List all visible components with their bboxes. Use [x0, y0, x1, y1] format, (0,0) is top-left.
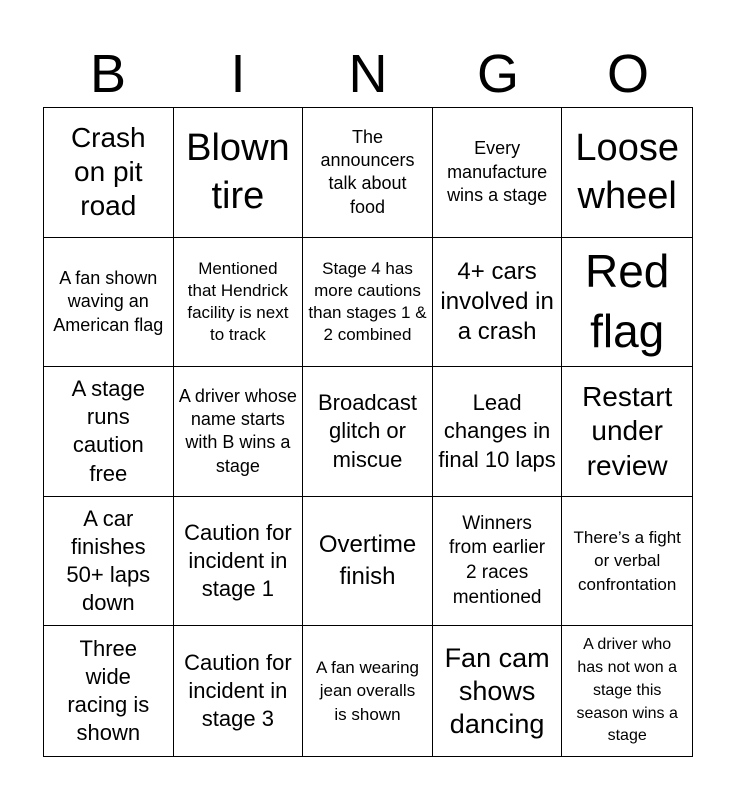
cell-text: Overtime finish [318, 530, 417, 591]
cell-text: Every manufacture wins a stage [447, 138, 548, 205]
cell-text: Crash on pit road [70, 122, 146, 222]
cell-text: A driver who has not won a stage this season wins a stage [576, 636, 678, 745]
cell-text: Red flag [584, 245, 670, 357]
cell-text: There’s a fight or verbal confrontation [573, 527, 681, 594]
cell-text: A car finishes 50+ laps down [66, 505, 151, 616]
cell-text: Mentioned that Hendrick facility is next to track [187, 258, 289, 344]
header-letter-i: I [230, 44, 246, 104]
cell-text: A fan shown waving an American flag [53, 267, 164, 335]
header-letter-n: N [348, 44, 388, 104]
bingo-cell-r3-c4[interactable] [433, 367, 563, 497]
cell-text: 4+ cars involved in a crash [440, 257, 554, 345]
bingo-header [43, 40, 693, 108]
bingo-cell-r5-c3[interactable] [303, 626, 433, 756]
bingo-cell-r4-c4[interactable] [433, 497, 563, 627]
cell-text: Caution for incident in stage 3 [184, 649, 292, 732]
bingo-cell-r5-c5[interactable] [562, 626, 692, 756]
header-letter-o: O [606, 44, 649, 104]
cell-text: Winners from earlier 2 races mentioned [449, 512, 546, 608]
bingo-cell-r3-c1[interactable] [44, 367, 174, 497]
bingo-cell-r2-c1[interactable] [44, 238, 174, 368]
bingo-cell-r3-c5[interactable] [562, 367, 692, 497]
bingo-cell-r4-c5[interactable] [562, 497, 692, 627]
cell-text: Fan cam shows dancing [444, 642, 550, 739]
bingo-cell-r4-c3[interactable] [303, 497, 433, 627]
bingo-cell-r2-c4[interactable] [433, 238, 563, 368]
bingo-cell-r5-c1[interactable] [44, 626, 174, 756]
bingo-cell-r4-c2[interactable] [174, 497, 304, 627]
cell-text: Stage 4 has more cautions than stages 1 & 2 combined [308, 258, 427, 344]
bingo-cell-r2-c5[interactable] [562, 238, 692, 368]
cell-text: Blown tire [186, 126, 290, 218]
bingo-cell-r1-c2[interactable] [174, 108, 304, 238]
bingo-cell-r1-c1[interactable] [44, 108, 174, 238]
bingo-board [43, 107, 693, 757]
bingo-cell-r5-c2[interactable] [174, 626, 304, 756]
cell-text: Three wide racing is shown [67, 635, 150, 746]
bingo-cell-r2-c3[interactable] [303, 238, 433, 368]
cell-text: The announcers talk about food [320, 126, 415, 217]
bingo-cell-r3-c3[interactable] [303, 367, 433, 497]
cell-text: A stage runs caution free [71, 376, 145, 486]
cell-text: A driver whose name starts with B wins a stage [178, 385, 297, 476]
cell-text: Restart under review [582, 381, 673, 481]
bingo-cell-r2-c2[interactable] [174, 238, 304, 368]
bingo-cell-r5-c4[interactable] [433, 626, 563, 756]
header-letter-b: B [89, 44, 127, 104]
bingo-cell-r3-c2[interactable] [174, 367, 304, 497]
cell-text: Broadcast glitch or miscue [317, 390, 418, 472]
bingo-cell-r1-c3[interactable] [303, 108, 433, 238]
bingo-cell-r1-c4[interactable] [433, 108, 563, 238]
bingo-cell-r1-c5[interactable] [562, 108, 692, 238]
cell-text: Caution for incident in stage 1 [184, 519, 292, 602]
cell-text: Loose wheel [575, 126, 679, 218]
header-letter-g: G [476, 44, 519, 104]
cell-text: Lead changes in final 10 laps [438, 390, 556, 472]
cell-text: A fan wearing jean overalls is shown [315, 658, 419, 724]
bingo-cell-r4-c1[interactable] [44, 497, 174, 627]
